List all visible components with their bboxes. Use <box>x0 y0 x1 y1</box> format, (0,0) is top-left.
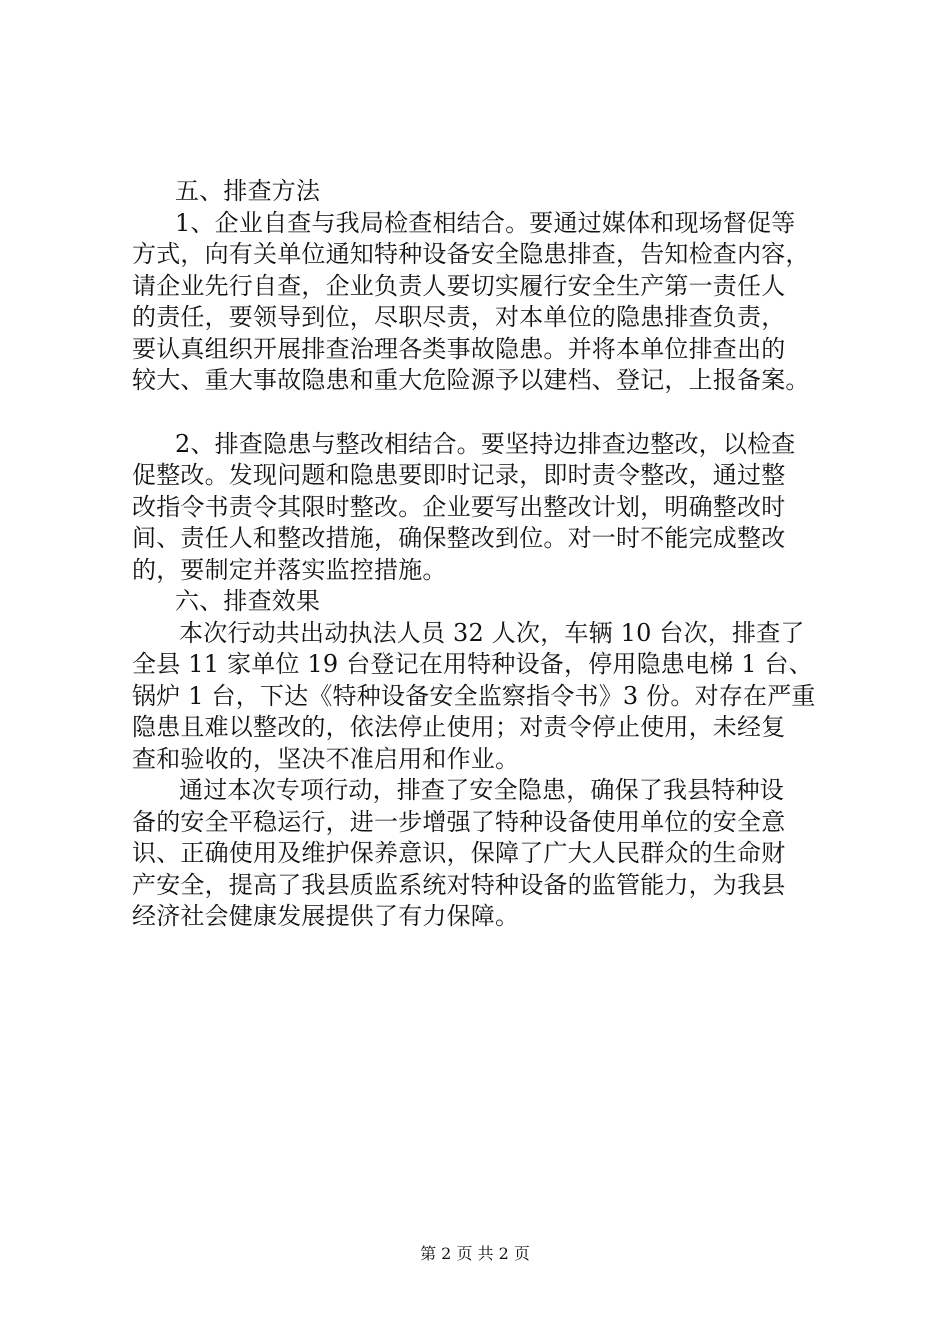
paragraph-line: 1、企业自查与我局检查相结合。要通过媒体和现场督促等 <box>175 208 796 237</box>
document-body <box>132 176 847 933</box>
paragraph-line: 隐患且难以整改的，依法停止使用；对责令停止使用，未经复 <box>132 713 786 741</box>
section-heading-methods: 五、排查方法 <box>175 177 321 205</box>
paragraph-line: 的，要制定并落实监控措施。 <box>132 555 447 584</box>
paragraph-line: 促整改。发现问题和隐患要即时记录，即时责令整改，通过整 <box>132 461 786 489</box>
paragraph-line: 经济社会健康发展提供了有力保障。 <box>132 902 520 930</box>
paragraph-line: 较大、重大事故隐患和重大危险源予以建档、登记，上报备案。 <box>132 366 810 394</box>
blank-line <box>132 397 847 429</box>
paragraph-line: 请企业先行自查，企业负责人要切实履行安全生产第一责任人 <box>132 271 786 300</box>
paragraph-line: 本次行动共出动执法人员 32 人次，车辆 10 台次，排查了 <box>179 618 805 647</box>
paragraph-line: 要认真组织开展排查治理各类事故隐患。并将本单位排查出的 <box>132 334 786 363</box>
paragraph-line: 识、正确使用及维护保养意识，保障了广大人民群众的生命财 <box>132 839 786 867</box>
paragraph-line: 改指令书责令其限时整改。企业要写出整改计划，明确整改时 <box>132 492 786 521</box>
section-heading-results: 六、排查效果 <box>175 587 321 615</box>
paragraph-line: 锅炉 1 台，下达《特种设备安全监察指令书》3 份。对存在严重 <box>132 681 816 710</box>
paragraph-line: 全县 11 家单位 19 台登记在用特种设备，停用隐患电梯 1 台、 <box>132 650 813 678</box>
paragraph-line: 方式，向有关单位通知特种设备安全隐患排查，告知检查内容， <box>132 240 810 268</box>
paragraph-self-inspection <box>132 208 847 397</box>
paragraph-conclusion <box>132 775 847 933</box>
page-number-footer: 第 2 页 共 2 页 <box>420 1244 530 1263</box>
paragraph-line: 2、排查隐患与整改相结合。要坚持边排查边整改，以检查 <box>175 429 796 458</box>
paragraph-rectification <box>132 429 847 587</box>
paragraph-line: 产安全，提高了我县质监系统对特种设备的监管能力，为我县 <box>132 870 786 899</box>
paragraph-line: 的责任，要领导到位，尽职尽责，对本单位的隐患排查负责， <box>132 303 786 331</box>
paragraph-line: 间、责任人和整改措施，确保整改到位。对一时不能完成整改 <box>132 524 786 552</box>
paragraph-line: 通过本次专项行动，排查了安全隐患，确保了我县特种设 <box>179 776 784 804</box>
paragraph-action-stats <box>132 618 847 776</box>
paragraph-line: 查和验收的，坚决不准启用和作业。 <box>132 744 520 773</box>
paragraph-line: 备的安全平稳运行，进一步增强了特种设备使用单位的安全意 <box>132 807 786 836</box>
